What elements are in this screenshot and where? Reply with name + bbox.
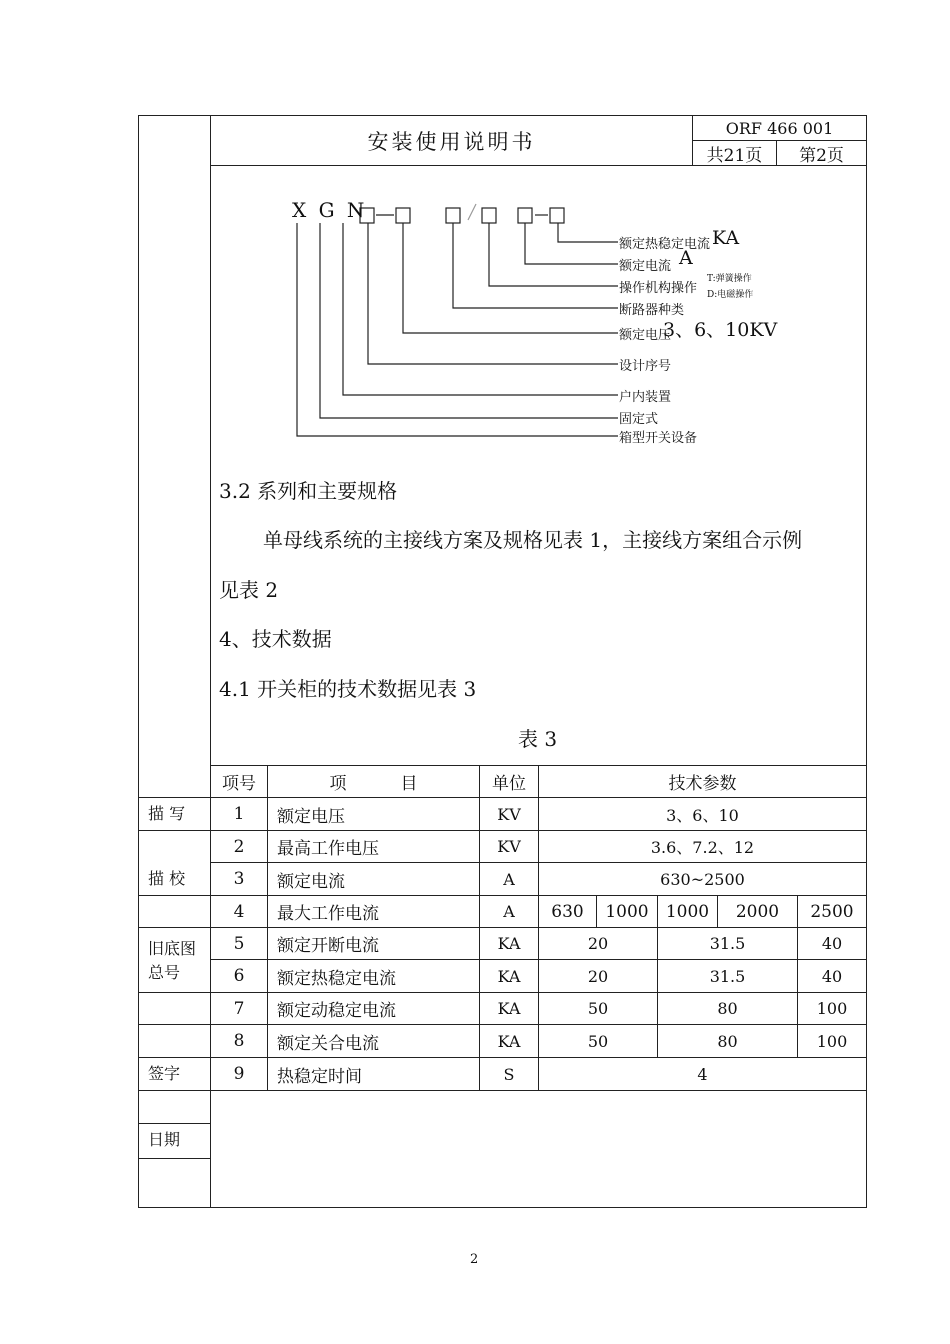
op-note-spring: T:弹簧操作	[707, 274, 752, 284]
table-row-item: 最大工作电流	[277, 904, 379, 924]
section-3-2-heading: 3.2 系列和主要规格	[219, 479, 398, 503]
doc-code: ORF 466 001	[725, 118, 834, 138]
label-fixed-type: 固定式	[619, 412, 659, 427]
table-row-no: 7	[233, 998, 245, 1019]
table-row-item: 额定开断电流	[277, 936, 379, 956]
label-rated-current: 额定电流	[619, 259, 672, 274]
table-row-item: 额定电流	[277, 871, 345, 892]
op-note-magnetic: D:电磁操作	[707, 290, 754, 300]
sidebar-sign: 签字	[148, 1064, 181, 1083]
section-4-1-heading: 4.1 开关柜的技术数据见表 3	[219, 677, 477, 701]
sidebar-draw: 描 写	[148, 804, 186, 823]
table-row-no: 5	[233, 933, 245, 954]
table-row-value: 20	[587, 934, 609, 953]
table-row-item: 额定电压	[277, 806, 345, 827]
table-row-item: 额定动稳定电流	[277, 1001, 396, 1021]
table-row-item: 热稳定时间	[277, 1066, 362, 1087]
voltage-values: 3、6、10KV	[663, 319, 778, 341]
table-row-unit: KA	[497, 934, 521, 953]
table-row-no: 2	[233, 836, 245, 857]
table-row-no: 9	[233, 1064, 245, 1084]
table-row-unit: KV	[497, 804, 521, 824]
table-row-value: 80	[717, 1031, 738, 1051]
table-row-no: 6	[233, 966, 245, 986]
table-row-unit: KA	[497, 966, 521, 986]
table-row-unit: A	[503, 869, 515, 889]
col-header-params: 技术参数	[668, 774, 737, 794]
col-header-item: 项 目	[329, 774, 418, 794]
sidebar-old-base-2: 总号	[148, 963, 181, 982]
table-row-value: 3.6、7.2、12	[650, 838, 755, 857]
table-row-unit: S	[503, 1064, 515, 1084]
table-row-value: 31.5	[709, 966, 746, 986]
label-design-serial: 设计序号	[619, 359, 672, 374]
table-row-value: 630	[551, 901, 584, 922]
table-row-value: 4	[697, 1064, 708, 1084]
paragraph-line-2: 见表 2	[219, 578, 279, 602]
table-caption: 表 3	[518, 727, 558, 751]
table-row-no: 4	[233, 901, 245, 922]
table-row-no: 1	[233, 804, 245, 824]
page-label: 第2页	[799, 145, 844, 166]
table-row-value: 80	[717, 999, 738, 1018]
table-row-no: 8	[233, 1031, 245, 1051]
table-row-value: 50	[587, 1031, 609, 1051]
doc-title: 安装使用说明书	[367, 129, 536, 154]
label-box-switchgear: 箱型开关设备	[619, 431, 698, 446]
table-row-unit: A	[503, 902, 515, 921]
section-4-heading: 4、技术数据	[219, 627, 332, 651]
table-row-value: 100	[816, 1031, 848, 1051]
total-pages: 共21页	[706, 145, 763, 166]
table-row-no: 3	[233, 869, 245, 889]
table-row-value: 40	[821, 934, 843, 953]
table-row-unit: KA	[497, 1031, 521, 1051]
table-row-item: 额定关合电流	[277, 1033, 379, 1054]
table-row-value: 2000	[735, 901, 780, 922]
table-row-unit: KA	[497, 999, 521, 1018]
table-row-unit: KV	[497, 837, 521, 856]
sidebar-check: 描 校	[148, 869, 186, 888]
label-indoor-device: 户内装置	[619, 390, 672, 405]
label-operating-mechanism: 操作机构操作	[619, 281, 698, 296]
page-number: 2	[470, 1252, 479, 1267]
table-row-value: 1000	[605, 901, 649, 922]
table-row-value: 630~2500	[660, 869, 745, 889]
label-breaker-type: 断路器种类	[619, 303, 685, 318]
paragraph-line-1: 单母线系统的主接线方案及规格见表 1，主接线方案组合示例	[263, 528, 803, 552]
table-row-value: 20	[587, 966, 609, 986]
col-header-unit: 单位	[492, 774, 526, 794]
table-row-value: 3、6、10	[666, 805, 739, 825]
table-row-item: 额定热稳定电流	[277, 968, 396, 989]
table-row-value: 40	[821, 966, 843, 986]
sidebar-old-base-1: 旧底图	[148, 939, 197, 958]
table-row-value: 31.5	[709, 934, 746, 953]
model-code-text: X G N	[292, 198, 368, 222]
unit-a: A	[679, 247, 693, 269]
sidebar-date: 日期	[148, 1130, 181, 1149]
table-row-value: 2500	[810, 901, 854, 922]
col-header-no: 项号	[222, 774, 256, 794]
label-rated-thermal-current: 额定热稳定电流	[619, 237, 711, 252]
table-row-item: 最高工作电压	[277, 839, 379, 859]
label-rated-voltage: 额定电压	[619, 328, 672, 343]
table-row-value: 1000	[665, 901, 710, 922]
table-row-value: 50	[587, 999, 609, 1018]
table-row-value: 100	[816, 999, 848, 1018]
unit-ka: KA	[712, 227, 740, 249]
